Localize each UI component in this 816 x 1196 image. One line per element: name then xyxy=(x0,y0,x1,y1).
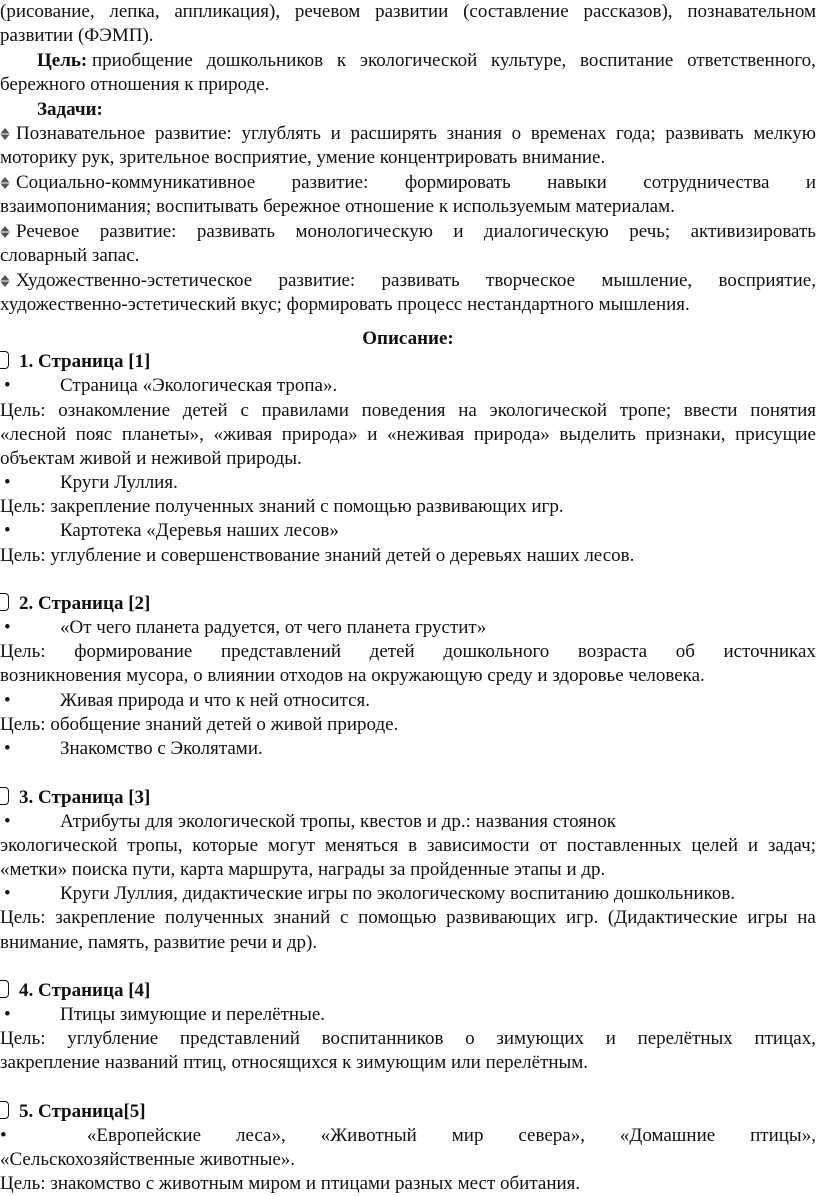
section-bracket-icon xyxy=(0,351,9,369)
word: сотрудничества xyxy=(643,172,770,193)
word: природа» xyxy=(281,424,358,445)
word: монологическую xyxy=(295,221,433,242)
bullet-icon: • xyxy=(0,1125,7,1146)
word: севера», xyxy=(518,1125,585,1146)
word: природа» xyxy=(473,424,550,445)
word: диалогическую xyxy=(483,221,609,242)
word: формировать xyxy=(404,172,511,193)
section-1-bullet xyxy=(0,471,816,495)
word: мышление, xyxy=(601,270,693,291)
word: Цель: xyxy=(0,641,46,662)
task-item-line xyxy=(0,171,816,195)
word: ответственного, xyxy=(687,50,816,71)
word: и xyxy=(805,172,816,193)
word: могут xyxy=(267,835,316,856)
word: от xyxy=(539,835,557,856)
section-4-goal-line xyxy=(0,1027,816,1051)
word: аппликация), xyxy=(174,1,281,22)
section-title-text: 3. Страница [3] xyxy=(19,787,151,808)
bullet-icon: • xyxy=(4,617,11,638)
description-heading: Описание: xyxy=(362,328,454,349)
word: тропы, xyxy=(127,835,183,856)
word: развивающих xyxy=(446,907,557,928)
word: мир xyxy=(451,1125,484,1146)
word: «Европейские xyxy=(86,1125,202,1146)
word: «неживая xyxy=(387,424,465,445)
task-item-line: словарный запас. xyxy=(0,245,140,266)
word: и xyxy=(367,424,378,445)
word: Цель: приобщение xyxy=(37,50,193,71)
word: зимующих xyxy=(496,1028,585,1049)
word: об xyxy=(675,641,695,662)
word: представлений xyxy=(220,641,342,662)
word: поставленных xyxy=(566,835,682,856)
bullet-icon: • xyxy=(4,690,11,711)
tasks-heading xyxy=(37,98,816,122)
word: «лесной xyxy=(0,424,67,445)
section-1-title xyxy=(0,350,816,374)
word: временах xyxy=(530,123,607,144)
word: знания xyxy=(446,123,502,144)
word: источниках xyxy=(723,641,816,662)
bullet-text: Атрибуты для экологической тропы, квестов и др.: названия стоянок xyxy=(60,811,616,832)
intro-line: развитии (ФЭМП). xyxy=(0,25,154,46)
bullet-icon: • xyxy=(4,883,11,904)
diamond-bullet-icon xyxy=(0,128,10,140)
word: (Дидактические xyxy=(607,907,738,928)
section-4-title xyxy=(0,979,816,1003)
word: Художественно-эстетическое xyxy=(0,269,252,293)
section-5-bullet xyxy=(0,1124,816,1148)
word: и xyxy=(747,835,758,856)
word: о xyxy=(511,123,522,144)
word: активизировать xyxy=(690,221,816,242)
word: леса», xyxy=(235,1125,286,1146)
word: целей xyxy=(691,835,739,856)
word: формирование xyxy=(74,641,193,662)
bullet-text: Картотека «Деревья наших лесов» xyxy=(60,520,339,541)
task-item-line xyxy=(0,220,816,244)
section-2-bullet xyxy=(0,737,816,761)
section-1-bullet xyxy=(0,519,816,543)
section-3-bullet xyxy=(0,882,816,906)
section-3-line xyxy=(0,834,816,858)
word: углублять xyxy=(241,123,321,144)
section-bracket-icon xyxy=(0,787,9,805)
word: углубление xyxy=(67,1028,159,1049)
task-item-line: моторику рук, зрительное восприятие, умение концентрировать внимание. xyxy=(0,147,606,168)
bullet-text: Круги Луллия, дидактические игры по экологическому воспитанию дошкольников. xyxy=(60,883,736,904)
word: речь; xyxy=(629,221,671,242)
word: мелкую xyxy=(753,123,816,144)
word: экологической xyxy=(489,400,607,421)
diamond-bullet-icon xyxy=(0,275,10,287)
word: (рисование, xyxy=(0,1,95,22)
word: культуре, xyxy=(491,50,567,71)
word: которые xyxy=(192,835,259,856)
word: познавательном xyxy=(687,1,816,22)
word: игр. xyxy=(566,907,599,928)
task-item-line xyxy=(0,122,816,146)
word: творческое xyxy=(486,270,576,291)
section-1-goal-line xyxy=(0,399,816,423)
section-1-goal-line: объектам живой и неживой природы. xyxy=(0,448,302,469)
word: на xyxy=(458,400,477,421)
section-1-goal-line: Цель: закрепление полученных знаний с помощью развивающих игр. xyxy=(0,496,564,517)
word: Цель: xyxy=(0,1028,46,1049)
word: «Животный xyxy=(320,1125,417,1146)
word: возраста xyxy=(577,641,648,662)
section-bracket-icon xyxy=(0,980,9,998)
section-1-goal-line xyxy=(0,423,816,447)
word: присущие xyxy=(735,424,816,445)
section-bracket-icon xyxy=(0,1101,9,1119)
section-2-goal-line: возникновения мусора, о влиянии отходов на окружающую среду и здоровье человека. xyxy=(0,665,705,686)
tasks-heading-text: Задачи: xyxy=(37,99,103,120)
word: ввести xyxy=(683,400,738,421)
word: представлений xyxy=(179,1028,300,1049)
word: задач; xyxy=(767,835,816,856)
word: развитие: xyxy=(99,221,177,242)
word: экологической xyxy=(359,50,478,71)
word: Социально-коммуникативное xyxy=(0,171,255,195)
diamond-bullet-icon xyxy=(0,226,10,238)
word: воспитанников xyxy=(321,1028,444,1049)
word: выделить xyxy=(559,424,636,445)
section-5-title xyxy=(0,1100,816,1124)
word: Цель: xyxy=(0,400,46,421)
word: в xyxy=(408,835,418,856)
word: экологической xyxy=(0,835,118,856)
word: на xyxy=(797,907,816,928)
section-2-bullet xyxy=(0,616,816,640)
intro-line xyxy=(0,0,816,24)
section-5-goal-line: Цель: знакомство с животным миром и птицами разных мест обитания. xyxy=(0,1173,581,1194)
task-item-line: взаимопонимания; воспитывать бережное отношение к используемым материалам. xyxy=(0,196,675,217)
word: Речевое xyxy=(0,220,79,244)
word: тропе; xyxy=(619,400,672,421)
word: навыки xyxy=(547,172,607,193)
bullet-icon: • xyxy=(4,738,11,759)
word: восприятие, xyxy=(718,270,816,291)
word: развивать xyxy=(196,221,276,242)
word: воспитание xyxy=(580,50,674,71)
word: и xyxy=(605,1028,616,1049)
word: закрепление xyxy=(55,907,156,928)
section-3-title xyxy=(0,786,816,810)
bullet-text: Живая природа и что к ней относится. xyxy=(60,690,371,711)
word: дошкольников xyxy=(206,50,324,71)
bullet-icon: • xyxy=(4,520,11,541)
bullet-text: Птицы зимующие и перелётные. xyxy=(60,1004,326,1025)
bullet-icon: • xyxy=(4,375,11,396)
task-item-line xyxy=(0,269,816,293)
word: развивать xyxy=(665,123,744,144)
word: планеты», xyxy=(121,424,204,445)
bullet-text: Знакомство с Эколятами. xyxy=(60,738,263,759)
word: развитие: xyxy=(291,172,369,193)
section-3-bullet xyxy=(0,810,816,834)
word: птицах, xyxy=(754,1028,816,1049)
word: детей xyxy=(182,400,228,421)
section-title-text: 2. Страница [2] xyxy=(19,593,151,614)
word: меняться xyxy=(324,835,399,856)
section-title-text: 1. Страница [1] xyxy=(19,351,151,372)
bullet-icon: • xyxy=(4,472,11,493)
word: развитие: xyxy=(278,270,356,291)
section-2-bullet xyxy=(0,689,816,713)
word: перелётных xyxy=(637,1028,733,1049)
word: дошкольного xyxy=(443,641,550,662)
diamond-bullet-icon xyxy=(0,177,10,189)
task-item-line: художественно-эстетический вкус; формировать процесс нестандартного мышления. xyxy=(0,294,690,315)
word: рассказов), xyxy=(583,1,673,22)
bullet-text: «От чего планета радуется, от чего планета грустит» xyxy=(60,617,487,638)
word: Познавательное xyxy=(0,122,145,146)
section-title-text: 5. Страница[5] xyxy=(19,1101,146,1122)
word: детей xyxy=(369,641,415,662)
word: с xyxy=(339,907,349,928)
word: поведения xyxy=(361,400,446,421)
word: к xyxy=(336,50,347,71)
section-1-goal-line: Цель: углубление и совершенствование знаний детей о деревьях наших лесов. xyxy=(0,545,635,566)
word: птицы», xyxy=(750,1125,816,1146)
word: ознакомление xyxy=(58,400,171,421)
word: развивать xyxy=(381,270,460,291)
section-2-goal-line: Цель: обобщение знаний детей о живой природе. xyxy=(0,714,399,735)
word: лепка, xyxy=(109,1,160,22)
word: о xyxy=(465,1028,475,1049)
bullet-text: Страница «Экологическая тропа». xyxy=(60,375,338,396)
goal-label: Цель: xyxy=(37,50,92,71)
bullet-icon: • xyxy=(4,811,11,832)
word: и xyxy=(453,221,464,242)
section-3-line: «метки» поиска пути, карта маршрута, награды за пройденные этапы и др. xyxy=(0,859,606,880)
word: развитие: xyxy=(154,123,232,144)
word: развитии xyxy=(375,1,449,22)
word: пояс xyxy=(75,424,113,445)
section-4-goal-line: закрепление названий птиц, относящихся к зимующим или перелётным. xyxy=(0,1052,589,1073)
word: и xyxy=(330,123,341,144)
word: правилами xyxy=(261,400,349,421)
word: расширять xyxy=(350,123,437,144)
word: (составление xyxy=(463,1,569,22)
word: с xyxy=(240,400,249,421)
goal-line: бережного отношения к природе. xyxy=(0,74,270,95)
section-title-text: 4. Страница [4] xyxy=(19,980,151,1001)
bullet-text: Круги Луллия. xyxy=(60,472,178,493)
section-2-goal-line xyxy=(0,640,816,664)
word: знаний xyxy=(273,907,331,928)
word: признаки, xyxy=(645,424,726,445)
word: понятия xyxy=(750,400,816,421)
section-bracket-icon xyxy=(0,593,9,611)
word: помощью xyxy=(358,907,437,928)
word: полученных xyxy=(164,907,264,928)
section-5-line: «Сельскохозяйственные животные». xyxy=(0,1149,296,1170)
section-1-bullet xyxy=(0,374,816,398)
section-2-title xyxy=(0,592,816,616)
section-3-goal-line xyxy=(0,906,816,930)
word: «Домашние xyxy=(619,1125,716,1146)
section-4-bullet xyxy=(0,1003,816,1027)
word: «живая xyxy=(213,424,273,445)
word: игры xyxy=(747,907,788,928)
bullet-icon: • xyxy=(4,1004,11,1025)
section-3-goal-line: внимание, память, развитие речи и др). xyxy=(0,932,318,953)
word: речевом xyxy=(294,1,361,22)
goal-line xyxy=(37,49,816,73)
word: Цель: xyxy=(0,907,46,928)
word: зависимости xyxy=(426,835,530,856)
word: года; xyxy=(616,123,656,144)
